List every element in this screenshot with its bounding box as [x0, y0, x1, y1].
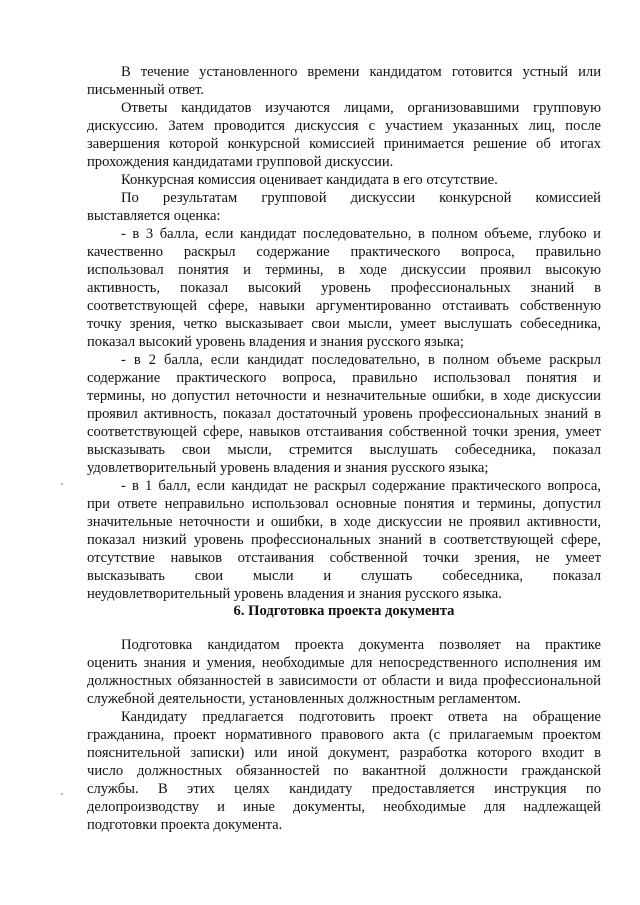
text-line: Конкурсная комиссия оценивает кандидата в его отсутствие. [121, 172, 498, 188]
text-line: В течение установленного времени кандидатом готовится устный или [121, 64, 601, 80]
text-line: отсутствие навыков отстаивания собственной точки зрения, не умеет [87, 550, 601, 566]
text-line: - в 2 балла, если кандидат последовательно, в полном объеме раскрыл [121, 352, 601, 368]
text-line: По результатам групповой дискуссии конкурсной комиссией [121, 190, 601, 206]
text-line: выставляется оценка: [87, 208, 221, 224]
text-line: показал низкий уровень профессиональных знаний в соответствующей сфере, [87, 532, 601, 548]
text-line: высказывать свои мысли и слушать собеседника, показал [87, 568, 601, 584]
text-line: пояснительной записки) или иной документ, разработка которого входит в [87, 745, 601, 761]
text-line: служебной деятельности, установленных должностным регламентом. [87, 691, 521, 707]
text-line: письменный ответ. [87, 82, 205, 98]
text-line: подготовки проекта документа. [87, 817, 283, 833]
text-line: число должностных обязанностей по вакантной должности гражданской [87, 763, 601, 779]
text-line: Ответы кандидатов изучаются лицами, организовавшими групповую [121, 100, 601, 116]
text-line: высказывать свои мысли, стремится выслушать собеседника, показал [87, 442, 601, 458]
text-line: при ответе неправильно использовал основные понятия и термины, допустил [87, 496, 601, 512]
text-line: дискуссию. Затем проводится дискуссия с участием указанных лиц, после [87, 118, 601, 134]
text-line: Подготовка кандидатом проекта документа позволяет на практике [121, 637, 601, 653]
text-line: - в 1 балл, если кандидат не раскрыл содержание практического вопроса, [121, 478, 601, 494]
text-line: активность, показал высокий уровень профессиональных знаний в [87, 280, 601, 296]
text-line: удовлетворительный уровень владения и знания русского языка; [87, 460, 489, 476]
text-line: Кандидату предлагается подготовить проект ответа на обращение [121, 709, 601, 725]
text-line: службы. В этих целях кандидату предоставляется инструкция по [87, 781, 601, 797]
section-heading: 6. Подготовка проекта документа [233, 603, 455, 619]
text-line: прохождения кандидатами групповой дискуссии. [87, 154, 394, 170]
text-line: соответствующей сфере, навыков отстаивания собственной точки зрения, умеет [87, 424, 601, 440]
text-line: неудовлетворительный уровень владения и знания русского языка. [87, 586, 502, 602]
text-line: завершения которой конкурсной комиссией принимается решение об итогах [87, 136, 601, 152]
text-line: - в 3 балла, если кандидат последовательно, в полном объеме, глубоко и [121, 226, 601, 242]
scan-speck [61, 483, 63, 485]
text-line: оценить знания и умения, необходимые для непосредственного исполнения им [87, 655, 601, 671]
text-line: использовал понятия и термины, в ходе дискуссии проявил высокую [87, 262, 601, 278]
text-line: содержание практического вопроса, правильно использовал понятия и [87, 370, 601, 386]
text-line: точку зрения, четко высказывает свои мысли, умеет выслушать собеседника, [87, 316, 601, 332]
text-line: делопроизводству и иные документы, необходимые для надлежащей [87, 799, 601, 815]
text-line: термины, но допустил неточности и незначительные ошибки, в ходе дискуссии [87, 388, 601, 404]
text-line: проявил активность, показал достаточный уровень профессиональных знаний в [87, 406, 601, 422]
text-line: показал высокий уровень владения и знания русского языка; [87, 334, 464, 350]
text-line: качественно раскрыл содержание практического вопроса, правильно [87, 244, 601, 260]
text-line: соответствующей сфере, навыки аргументированно отстаивать собственную [87, 298, 601, 314]
text-line: значительные неточности и ошибки, в ходе дискуссии не проявил активности, [87, 514, 601, 530]
scan-speck [61, 793, 63, 795]
text-line: должностных обязанностей в зависимости от области и вида профессиональной [87, 673, 601, 689]
text-line: гражданина, проект нормативного правового акта (с прилагаемым проектом [87, 727, 601, 743]
